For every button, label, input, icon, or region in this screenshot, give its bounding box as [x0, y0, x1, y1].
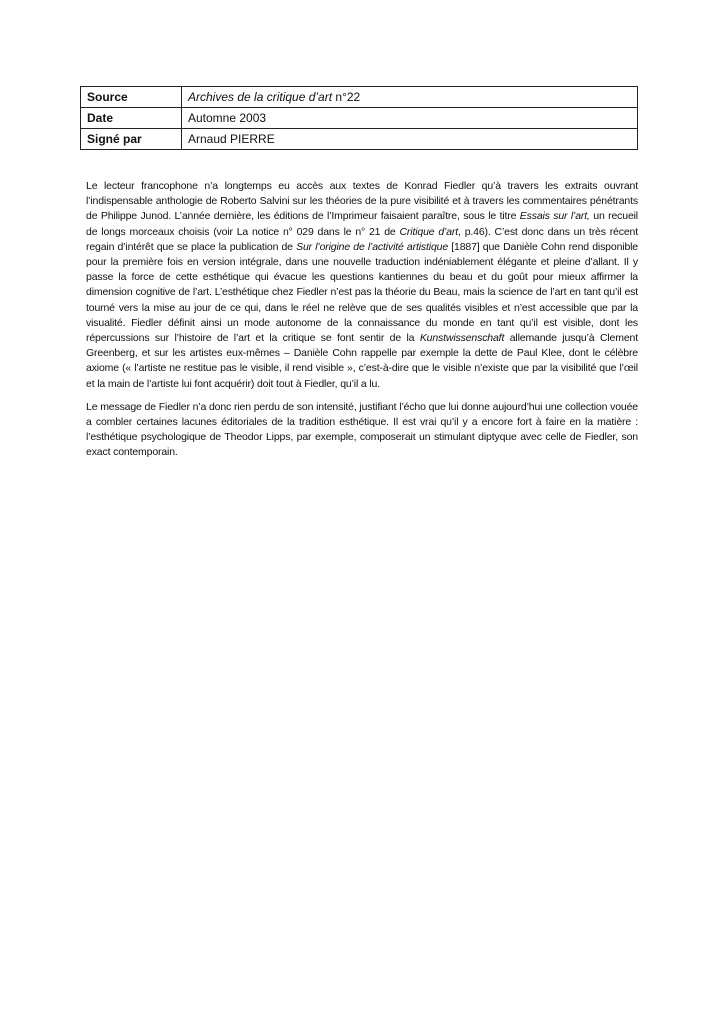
date-label: Date [81, 108, 182, 129]
text-run: , p.46). C’est donc dans un très récent regain d’intérêt que se place la publication de [86, 225, 638, 253]
source-value [182, 87, 638, 108]
metadata-row-author [81, 129, 638, 150]
metadata-row-source [81, 87, 638, 108]
text-run: allemande jusqu’à Clement Greenberg, et sur les artistes eux-mêmes – Danièle Cohn rappelle par exemple la dette de Paul Klee, dont le célèbre axiome (« l’artiste ne restitue pas le visible, il rend visible », c’est-à-dire que le visible n’existe que par la visibilité que l’œil et la main de l’artiste lui font acquérir) doit tout à Fiedler, qu’il a lu. [86, 332, 638, 390]
metadata-row-date [81, 108, 638, 129]
book-title: Essais sur l’art, [519, 210, 590, 223]
source-label: Source [81, 87, 182, 108]
text-run: Le lecteur francophone n’a longtemps eu accès aux textes de Konrad Fiedler qu’à travers les extraits ouvrant l’indispensable anthologie de Roberto Salvini sur les théories de la pure visibilité et à travers les commentaires pénétrants de Philippe Junod. L’année dernière, les éditions de l’Imprimeur faisaient paraître, sous le titre [86, 180, 638, 223]
source-issue: n°22 [332, 90, 361, 104]
paragraph-2: Le message de Fiedler n’a donc rien perdu de son intensité, justifiant l’écho que lui donne aujourd’hui une collection vouée a combler certaines lacunes éditoriales de la tradition esthétique. Il est vrai qu’il y a encore fort à faire en la matière : l’esthétique psychologique de Theodor Lipps, par exemple, composerait un stimulant diptyque avec celle de Fiedler, son exact contemporain. [86, 400, 638, 459]
journal-title: Critique d’art [399, 225, 459, 238]
date-value: Automne 2003 [182, 108, 638, 129]
book-title: Sur l’origine de l’activité artistique [296, 240, 449, 253]
author-label: Signé par [81, 129, 182, 150]
text-run: [1887] que Danièle Cohn rend disponible pour la première fois en version intégrale, dans une nouvelle traduction indéniablement élégante et pleine d’allant. Il y passe la force de cette esthétique qui évacue les questions kantiennes du beau et du goût pour mieux affirmer la dimension cognitive de l’art. L’esthétique chez Fiedler n’est pas la théorie du Beau, mais la science de l’art en tant qu’il est tourné vers la mise au jour de ce qui, dans le réel ne relève que de ses qualités visibles et n’est accessible que par la visualité. Fiedler définit ainsi un mode autonome de la connaissance du monde en tant qu’il est visible, dont les répercussions sur l’histoire de l’art et la critique se font sentir de la [86, 240, 639, 345]
metadata-table [80, 86, 638, 150]
term-italic: Kunstwissenschaft [419, 332, 505, 345]
paragraph-1 [86, 179, 638, 392]
text-run: un recueil de longs morceaux choisis (voir La notice n° 029 dans le n° 21 de [86, 210, 638, 238]
source-title: Archives de la critique d’art [188, 90, 333, 104]
author-value: Arnaud PIERRE [182, 129, 638, 150]
article-body [86, 179, 638, 469]
